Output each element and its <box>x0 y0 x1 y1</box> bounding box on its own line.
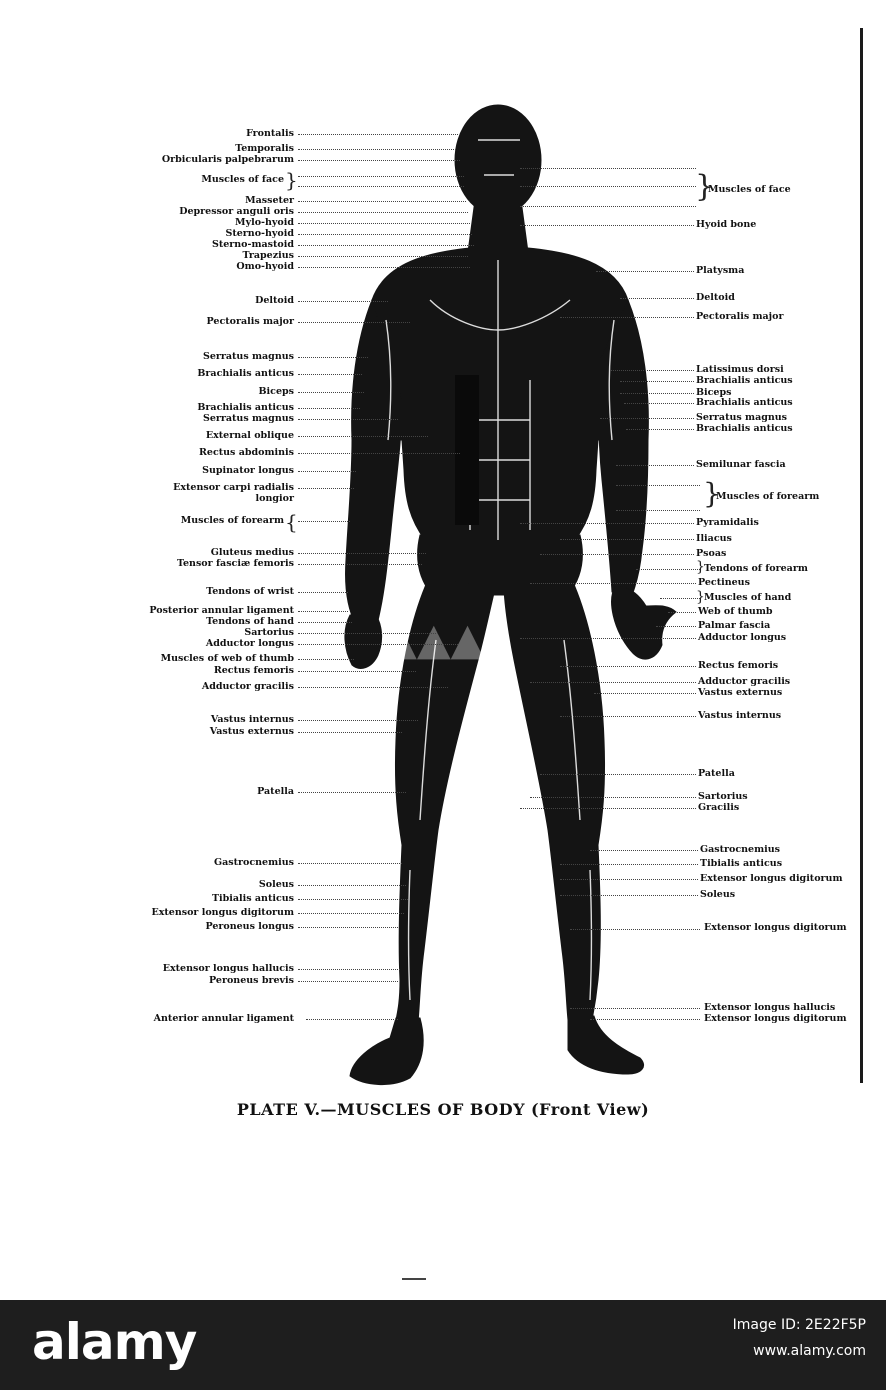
leader-line <box>600 418 694 419</box>
left-label: Deltoid <box>255 295 294 306</box>
leader-line <box>298 927 398 928</box>
leader-line <box>626 429 694 430</box>
right-label: Semilunar fascia <box>696 459 786 470</box>
leader-line <box>298 899 408 900</box>
right-label: Soleus <box>700 889 736 900</box>
image-id-text: Image ID: 2E22F5P <box>732 1317 866 1333</box>
left-label: Orbicularis palpebrarum <box>161 154 294 165</box>
right-label: Adductor gracilis <box>698 676 791 687</box>
leader-line <box>298 301 388 302</box>
leader-line <box>620 298 694 299</box>
leader-line <box>298 969 400 970</box>
leader-line <box>298 659 354 660</box>
left-label: Extensor carpi radialis <box>173 482 294 493</box>
leader-line <box>298 863 402 864</box>
leader-line <box>298 981 398 982</box>
leader-line <box>298 234 472 235</box>
right-label: Patella <box>698 768 735 779</box>
right-brace: } <box>696 559 705 575</box>
leader-line <box>298 720 418 721</box>
left-label: Soleus <box>258 879 294 890</box>
leader-line <box>298 633 438 634</box>
leader-line <box>298 322 410 323</box>
leader-line <box>298 392 364 393</box>
leader-line <box>560 895 698 896</box>
right-brace: } <box>695 169 715 204</box>
left-label: Rectus abdominis <box>199 447 294 458</box>
left-label: Extensor longus digitorum <box>151 907 294 918</box>
leader-line <box>590 1019 700 1020</box>
leader-line <box>298 245 474 246</box>
right-label: Deltoid <box>696 292 735 303</box>
leader-line <box>530 682 696 683</box>
left-label: Sterno-hyoid <box>225 228 294 239</box>
leader-line <box>298 644 458 645</box>
right-brace: } <box>696 589 705 605</box>
right-label: Psoas <box>696 548 727 559</box>
right-label: Biceps <box>696 387 732 398</box>
left-label: Adductor gracilis <box>201 681 294 692</box>
leader-line <box>540 774 696 775</box>
leader-line <box>298 436 428 437</box>
leader-line <box>594 693 696 694</box>
leader-line <box>298 149 456 150</box>
right-label: Gastrocnemius <box>700 844 780 855</box>
leader-line <box>560 864 698 865</box>
right-label: Brachialis anticus <box>696 397 793 408</box>
right-label: Muscles of face <box>708 184 791 195</box>
right-label: Rectus femoris <box>698 660 779 671</box>
leader-line <box>298 885 406 886</box>
right-label: Web of thumb <box>698 606 773 617</box>
plate-caption: PLATE V.—MUSCLES OF BODY (Front View) <box>236 1100 650 1119</box>
left-label: Sterno-mastoid <box>211 239 294 250</box>
leader-line <box>520 206 696 207</box>
leader-line <box>560 317 694 318</box>
left-label: Vastus internus <box>210 714 294 725</box>
leader-line <box>570 929 700 930</box>
leader-line <box>298 622 352 623</box>
leader-line <box>610 370 694 371</box>
leader-line <box>520 638 696 639</box>
right-label: Pectoralis major <box>696 311 784 322</box>
leader-line <box>520 523 694 524</box>
leader-line <box>560 666 696 667</box>
right-label: Muscles of forearm <box>716 491 820 502</box>
leader-line <box>560 539 694 540</box>
left-label: Omo-hyoid <box>236 261 294 272</box>
left-label: Peroneus longus <box>205 921 294 932</box>
leader-line <box>570 1008 700 1009</box>
leader-line <box>520 186 696 187</box>
leader-line <box>298 186 464 187</box>
leader-line <box>298 521 350 522</box>
left-label: Serratus magnus <box>202 351 294 362</box>
leader-line <box>616 485 700 486</box>
right-label: Vastus internus <box>698 710 782 721</box>
right-label: Extensor longus digitorum <box>700 873 843 884</box>
left-label: Anterior annular ligament <box>153 1013 294 1024</box>
leader-line <box>298 792 406 793</box>
leader-line <box>520 225 694 226</box>
leader-line <box>298 374 362 375</box>
right-label: Muscles of hand <box>704 592 792 603</box>
watermark-overlay: ▲▲▲ <box>383 614 485 665</box>
left-label: Temporalis <box>235 143 294 154</box>
leader-line <box>620 393 694 394</box>
left-label: Patella <box>257 786 294 797</box>
leader-line <box>298 256 468 257</box>
right-label: Hyoid bone <box>696 219 757 230</box>
leader-line <box>298 160 460 161</box>
leader-line <box>298 453 460 454</box>
left-label: Sartorius <box>244 627 294 638</box>
leader-line <box>298 357 368 358</box>
leader-line <box>656 626 696 627</box>
left-label: Depressor anguli oris <box>179 206 294 217</box>
left-label: Masseter <box>245 195 294 206</box>
leader-line <box>530 583 696 584</box>
left-label: Tendons of hand <box>206 616 294 627</box>
left-label: Biceps <box>258 386 294 397</box>
left-label: longior <box>255 493 294 504</box>
leader-line <box>298 419 398 420</box>
right-label: Palmar fascia <box>698 620 771 631</box>
right-label: Iliacus <box>696 533 732 544</box>
left-label: Muscles of web of thumb <box>160 653 294 664</box>
leader-line <box>298 564 422 565</box>
leader-line <box>540 554 694 555</box>
right-label: Brachialis anticus <box>696 375 793 386</box>
leader-line <box>616 510 700 511</box>
leader-line <box>298 267 470 268</box>
left-label: Serratus magnus <box>202 413 294 424</box>
left-label: Mylo-hyoid <box>235 217 294 228</box>
right-label: Extensor longus digitorum <box>704 922 847 933</box>
leader-line <box>668 612 696 613</box>
right-label: Serratus magnus <box>696 412 788 423</box>
leader-line <box>636 569 700 570</box>
left-label: Posterior annular ligament <box>149 605 294 616</box>
left-label: Trapezius <box>242 250 294 261</box>
leader-line <box>560 879 698 880</box>
right-label: Tibialis anticus <box>700 858 783 869</box>
leader-line <box>298 611 348 612</box>
leader-line <box>298 471 356 472</box>
right-label: Brachialis anticus <box>696 423 793 434</box>
leader-line <box>624 403 694 404</box>
leader-line <box>298 201 466 202</box>
left-label: Adductor longus <box>205 638 294 649</box>
left-brace: } <box>285 168 298 192</box>
watermark-logo: alamy <box>32 1313 197 1371</box>
left-label: Peroneus brevis <box>209 975 294 986</box>
left-label: Brachialis anticus <box>197 368 294 379</box>
left-brace: { <box>285 510 298 534</box>
leader-line <box>298 732 402 733</box>
right-label: Tendons of forearm <box>704 563 808 574</box>
right-label: Sartorius <box>698 791 748 802</box>
right-label: Gracilis <box>698 802 740 813</box>
left-label: External oblique <box>205 430 294 441</box>
right-label: Extensor longus digitorum <box>704 1013 847 1024</box>
leader-line <box>596 271 694 272</box>
leader-line <box>298 212 468 213</box>
left-label: Muscles of face <box>201 174 284 185</box>
leader-line <box>298 592 348 593</box>
page-mark <box>402 1278 426 1280</box>
leader-line <box>298 488 354 489</box>
left-label: Supinator longus <box>202 465 294 476</box>
right-label: Latissimus dorsi <box>696 364 784 375</box>
left-label: Tibialis anticus <box>211 893 294 904</box>
leader-line <box>616 465 694 466</box>
leader-line <box>298 687 448 688</box>
right-label: Pectineus <box>698 577 750 588</box>
leader-line <box>298 134 458 135</box>
right-brace: } <box>703 477 721 510</box>
leader-line <box>560 716 696 717</box>
leader-line <box>520 168 696 169</box>
left-label: Vastus externus <box>209 726 294 737</box>
right-label: Extensor longus hallucis <box>704 1002 836 1013</box>
leader-line <box>298 408 360 409</box>
left-label: Muscles of forearm <box>180 515 284 526</box>
leader-line <box>298 671 416 672</box>
leader-line <box>298 223 470 224</box>
leader-line <box>620 381 694 382</box>
left-label: Tensor fasciæ femoris <box>177 558 294 569</box>
left-label: Tendons of wrist <box>206 586 294 597</box>
leader-line <box>298 553 426 554</box>
leader-line <box>298 913 404 914</box>
leader-line <box>660 598 700 599</box>
right-label: Platysma <box>696 265 745 276</box>
right-label: Adductor longus <box>698 632 787 643</box>
left-label: Pectoralis major <box>206 316 294 327</box>
source-url-text: www.alamy.com <box>753 1343 866 1359</box>
left-label: Brachialis anticus <box>197 402 294 413</box>
leader-line <box>298 176 464 177</box>
left-label: Rectus femoris <box>213 665 294 676</box>
page-edge-rule <box>860 28 863 1083</box>
leader-line <box>590 850 698 851</box>
leader-line <box>530 797 696 798</box>
left-label: Extensor longus hallucis <box>162 963 294 974</box>
leader-line <box>306 1019 398 1020</box>
left-label: Gluteus medius <box>210 547 294 558</box>
leader-line <box>520 808 696 809</box>
left-label: Gastrocnemius <box>214 857 294 868</box>
right-label: Pyramidalis <box>696 517 759 528</box>
right-label: Vastus externus <box>698 687 783 698</box>
left-label: Frontalis <box>246 128 294 139</box>
